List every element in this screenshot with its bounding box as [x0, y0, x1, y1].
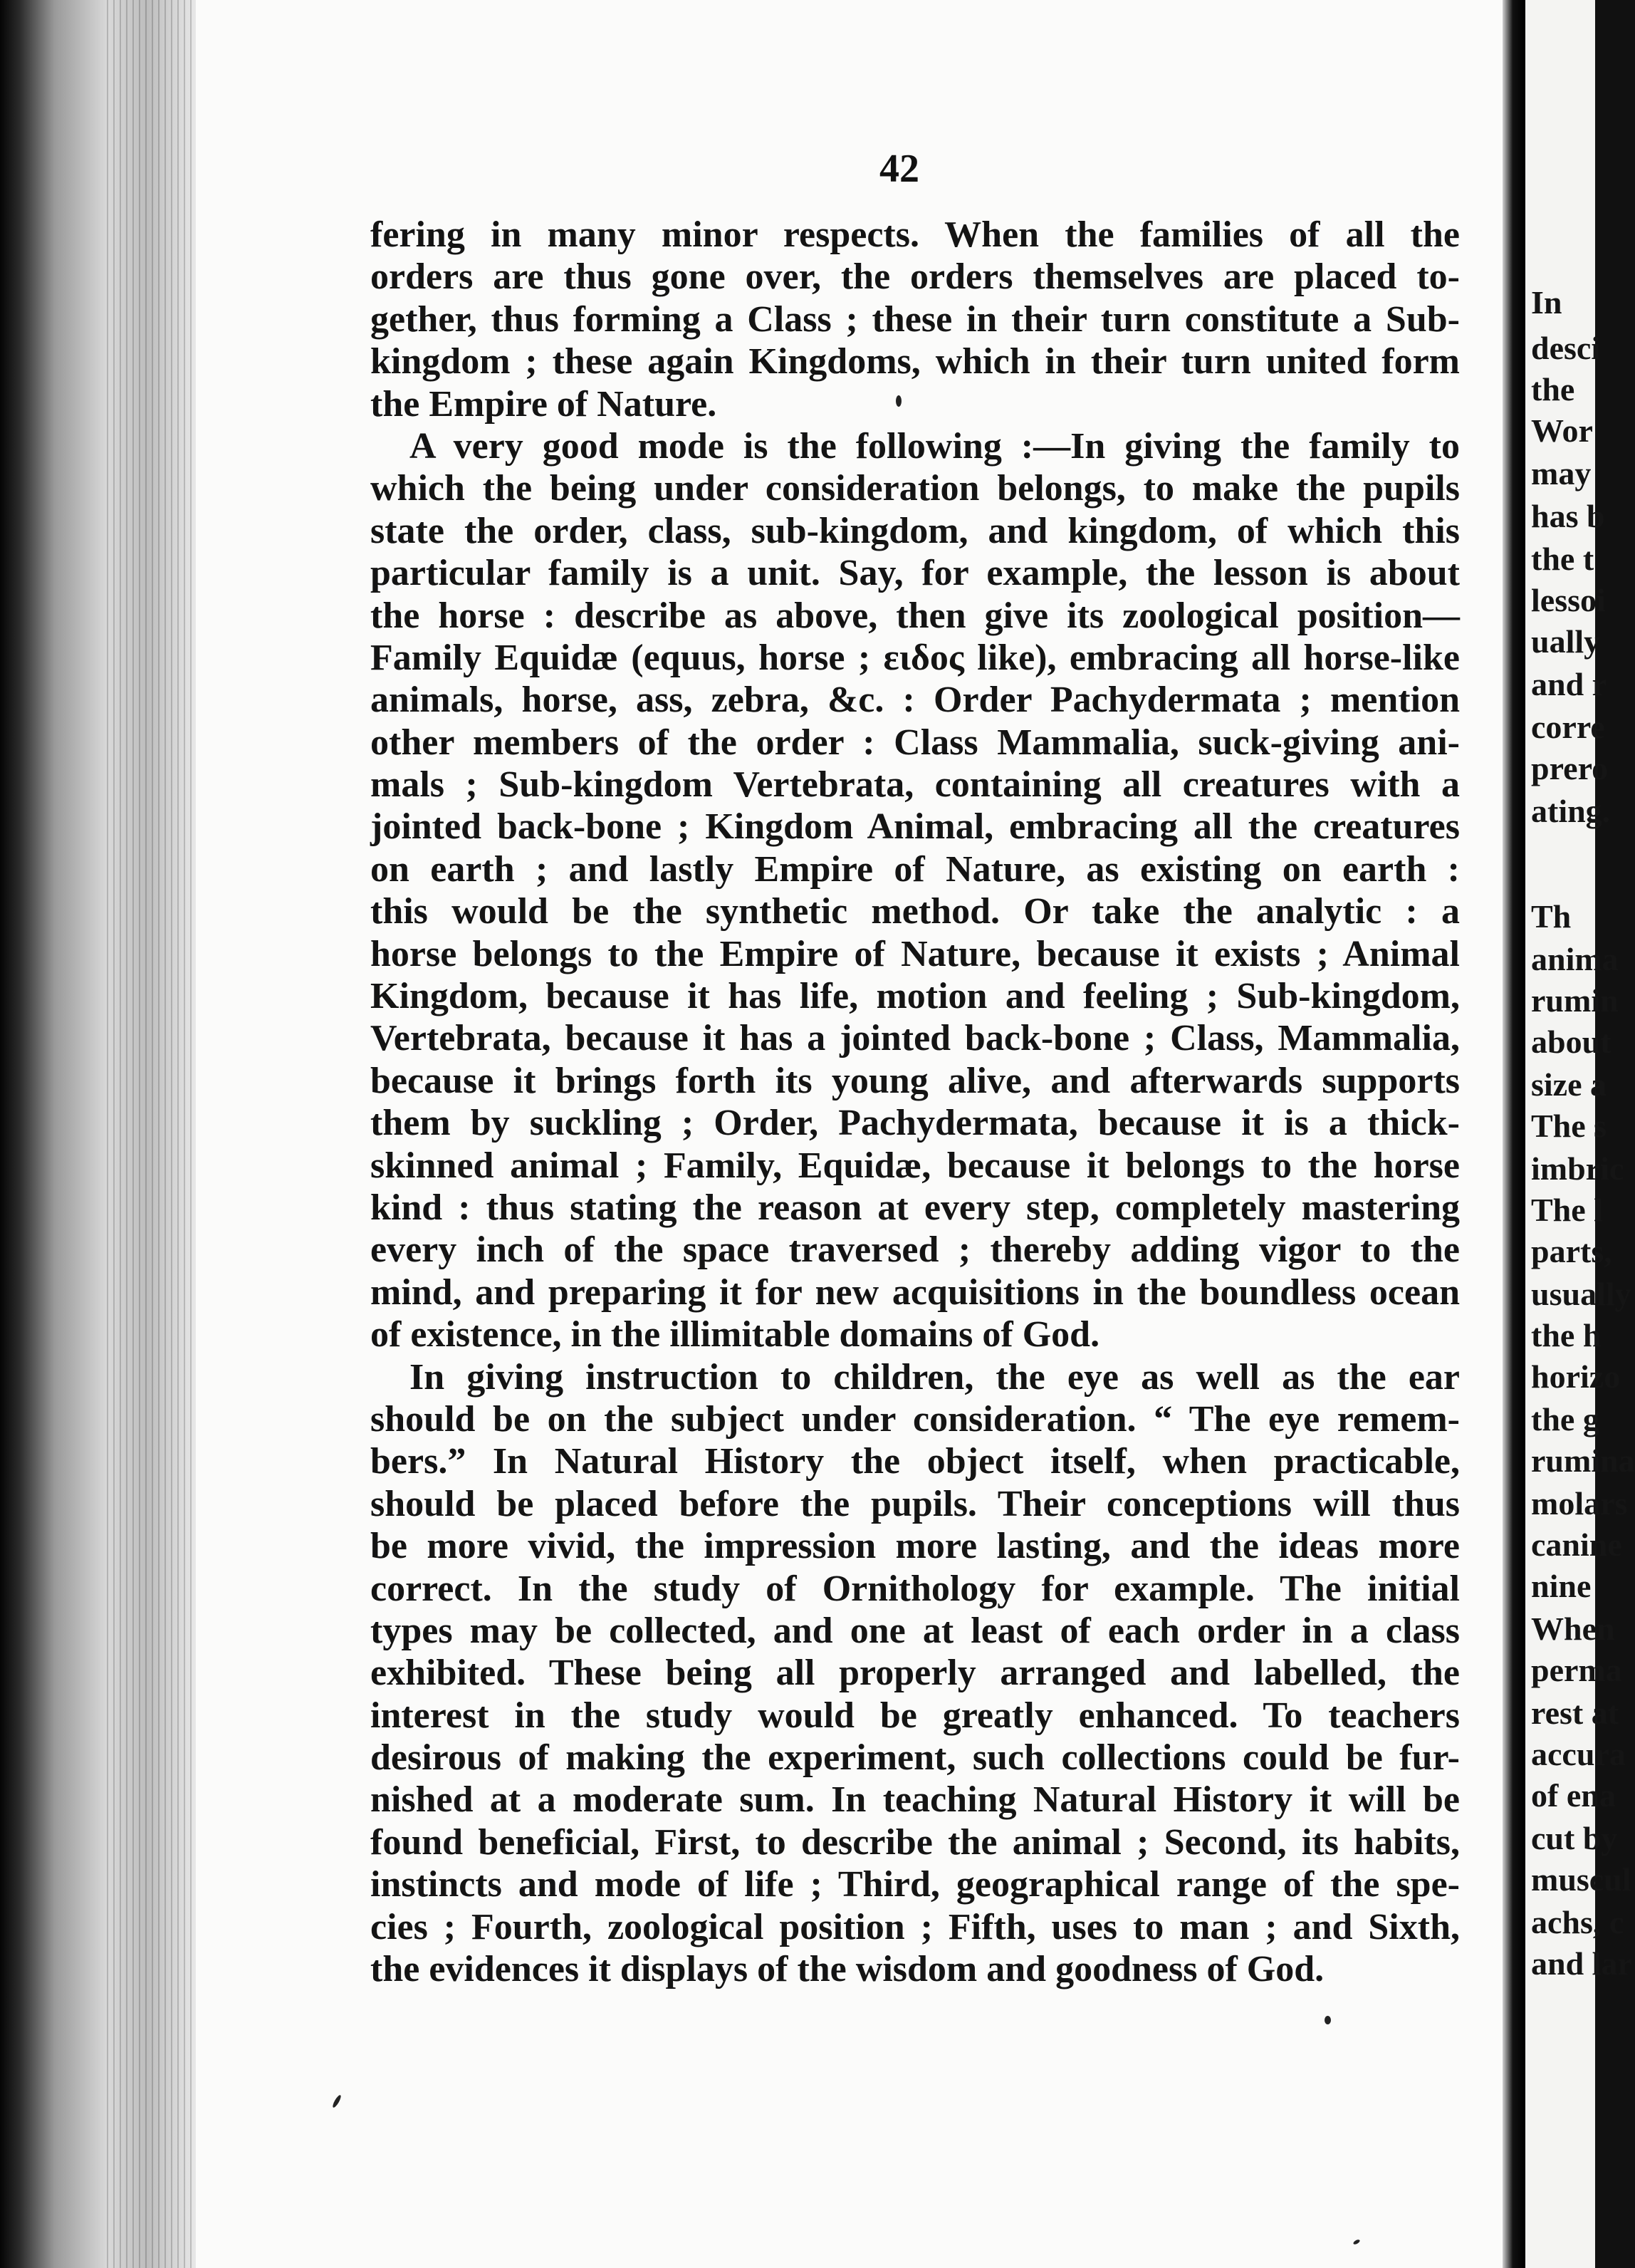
adjacent-page-line: the — [1531, 371, 1575, 407]
page-body-text — [370, 214, 1460, 1990]
adjacent-page-line: Wor — [1531, 412, 1593, 449]
adjacent-page-line: size a — [1531, 1066, 1607, 1103]
text-line: found beneficial, First, to describe the animal ; Second, its habits, — [370, 1821, 1460, 1863]
adjacent-page-line: usually — [1531, 1276, 1631, 1312]
text-line: correct. In the study of Ornithology for example. The initial — [370, 1568, 1460, 1609]
adjacent-page-fragment — [1525, 0, 1635, 2268]
adjacent-page-line: rumina — [1531, 1442, 1635, 1479]
text-line: Vertebrata, because it has a jointed back-bone ; Class, Mammalia, — [370, 1018, 1460, 1059]
text-line: A very good mode is the following :—In giving the family to — [409, 425, 1460, 467]
adjacent-page-line: of ena — [1531, 1777, 1616, 1814]
adjacent-page-line: parts, — [1531, 1233, 1612, 1269]
print-speck — [1325, 2016, 1331, 2024]
adjacent-page-line: accura — [1531, 1736, 1626, 1772]
adjacent-page-line: ating. — [1531, 793, 1611, 829]
text-line: In giving instruction to children, the eye as well as the ear — [409, 1356, 1460, 1398]
adjacent-page-line: rest at — [1531, 1695, 1619, 1731]
text-line: on earth ; and lastly Empire of Nature, as existing on earth : — [370, 848, 1460, 890]
text-line: them by suckling ; Order, Pachydermata, because it is a thick- — [370, 1103, 1460, 1144]
text-line: desirous of making the experiment, such collections could be fur- — [370, 1737, 1460, 1779]
text-line: nished at a moderate sum. In teaching Natural History it will be — [370, 1779, 1460, 1821]
page-number: 42 — [879, 147, 919, 191]
text-line: kind : thus stating the reason at every step, completely mastering — [370, 1187, 1460, 1228]
text-line: should be on the subject under consideration. “ The eye remem- — [370, 1398, 1460, 1440]
text-line: bers.” In Natural History the object itself, when practicable, — [370, 1441, 1460, 1482]
adjacent-page-line: achs, c — [1531, 1904, 1624, 1940]
text-line: the horse : describe as above, then give its zoological position— — [370, 595, 1460, 636]
adjacent-page-line: rumin — [1531, 982, 1619, 1019]
adjacent-page-line: When — [1531, 1611, 1615, 1647]
text-line: this would be the synthetic method. Or take the analytic : a — [370, 891, 1460, 932]
adjacent-page-line: cut by — [1531, 1820, 1618, 1856]
text-line: other members of the order : Class Mammalia, suck-giving ani- — [370, 722, 1460, 763]
text-line: mals ; Sub-kingdom Vertebrata, containing all creatures with a — [370, 764, 1460, 806]
page-gutter — [1503, 0, 1525, 2268]
adjacent-page-line: muscul — [1531, 1861, 1631, 1898]
text-line: state the order, class, sub-kingdom, and kingdom, of which this — [370, 510, 1460, 551]
text-line: fering in many minor respects. When the families of all the — [370, 214, 1460, 255]
text-line: cies ; Fourth, zoological position ; Fifth, uses to man ; and Sixth, — [370, 1906, 1460, 1947]
text-line: horse belongs to the Empire of Nature, because it exists ; Animal — [370, 933, 1460, 974]
adjacent-page-line: Th — [1531, 898, 1572, 935]
text-line: kingdom ; these again Kingdoms, which in their turn united form — [370, 341, 1460, 383]
text-line: skinned animal ; Family, Equidæ, because it belongs to the horse — [370, 1145, 1460, 1186]
adjacent-page-line: the t — [1531, 541, 1594, 577]
adjacent-page-line: In — [1531, 284, 1562, 321]
adjacent-page-line: lessoi — [1531, 582, 1606, 618]
adjacent-page-line: canine — [1531, 1526, 1622, 1563]
adjacent-page-line: desci — [1531, 330, 1601, 366]
text-line: Kingdom, because it has life, motion and feeling ; Sub-kingdom, — [370, 976, 1460, 1017]
text-line: orders are thus gone over, the orders themselves are placed to- — [370, 256, 1460, 298]
text-line: particular family is a unit. Say, for example, the lesson is about — [370, 553, 1460, 594]
adjacent-page-line: ually — [1531, 623, 1601, 660]
adjacent-page-line: and r — [1531, 666, 1607, 702]
adjacent-page-line: has b — [1531, 498, 1605, 534]
text-line: types may be collected, and one at least of each order in a class — [370, 1610, 1460, 1651]
adjacent-page-line: imbric — [1531, 1150, 1624, 1187]
text-line: Family Equidæ (equus, horse ; ειδος like), embracing all horse-like — [370, 637, 1460, 678]
text-line: every inch of the space traversed ; thereby adding vigor to the — [370, 1229, 1460, 1271]
adjacent-page-line: The s — [1531, 1108, 1607, 1144]
text-line: animals, horse, ass, zebra, &c. : Order Pachydermata ; mention — [370, 680, 1460, 721]
adjacent-page-line: may — [1531, 455, 1592, 491]
page-edge-lines — [107, 0, 196, 2268]
text-line: the Empire of Nature. — [370, 383, 717, 425]
adjacent-page-line: perma — [1531, 1652, 1622, 1688]
adjacent-page-line: prero — [1531, 750, 1609, 786]
text-line: of existence, in the illimitable domains of God. — [370, 1314, 1100, 1356]
adjacent-page-line: The l — [1531, 1192, 1603, 1228]
adjacent-page-line: molars — [1531, 1485, 1628, 1521]
adjacent-page-line: about — [1531, 1024, 1612, 1060]
text-line: interest in the study would be greatly enhanced. To teachers — [370, 1695, 1460, 1736]
adjacent-page-line: the h — [1531, 1317, 1602, 1353]
print-speck — [896, 395, 902, 407]
adjacent-page-line: the g — [1531, 1401, 1599, 1437]
text-line: mind, and preparing it for new acquisitions in the boundless ocean — [370, 1271, 1460, 1313]
text-line: be more vivid, the impression more lasting, and the ideas more — [370, 1526, 1460, 1567]
text-line: jointed back-bone ; Kingdom Animal, embracing all the creatures — [370, 806, 1460, 848]
text-line: should be placed before the pupils. Their conceptions will thus — [370, 1483, 1460, 1524]
adjacent-page-line: nine — [1531, 1568, 1592, 1604]
text-line: instincts and mode of life ; Third, geographical range of the spe- — [370, 1864, 1460, 1905]
text-line: the evidences it displays of the wisdom and goodness of God. — [370, 1949, 1325, 1990]
text-line: gether, thus forming a Class ; these in their turn constitute a Sub- — [370, 298, 1460, 340]
adjacent-page-line: anima — [1531, 941, 1619, 977]
adjacent-page-line: and lar — [1531, 1945, 1632, 1982]
adjacent-page-line: corre — [1531, 709, 1605, 745]
adjacent-page-line: horizo — [1531, 1358, 1621, 1395]
text-line: which the being under consideration belongs, to make the pupils — [370, 468, 1460, 509]
text-line: exhibited. These being all properly arranged and labelled, the — [370, 1653, 1460, 1694]
text-line: because it brings forth its young alive, and afterwards supports — [370, 1060, 1460, 1101]
